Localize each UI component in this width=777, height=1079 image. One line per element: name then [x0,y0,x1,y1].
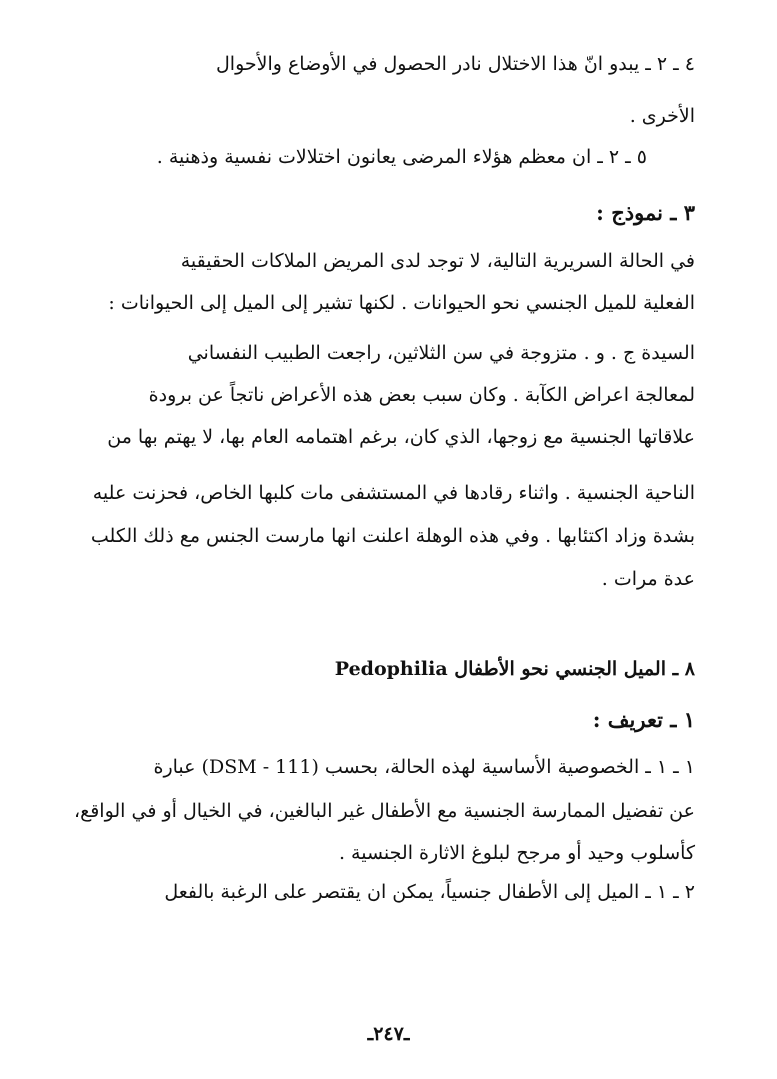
paragraph-line: بشدة وزاد اكتئابها . وفي هذه الوهلة اعلنت انها مارست الجنس مع ذلك الكلب [90,525,695,547]
paragraph-line: الناحية الجنسية . واثناء رقادها في المستشفى مات كلبها الخاص، فحزنت عليه [92,482,695,504]
paragraph-line: ١ ـ ١ ـ الخصوصية الأساسية لهذه الحالة، بحسب (DSM - 111) عبارة [153,756,695,778]
text-line-4-2-cont: الأخرى . [629,105,695,127]
paragraph-line: عدة مرات . [601,568,695,590]
paragraph-line: في الحالة السريرية التالية، لا توجد لدى المريض الملاكات الحقيقية [180,250,695,272]
subheading-definition: ١ ـ تعريف : [592,707,695,732]
paragraph-line: علاقاتها الجنسية مع زوجها، الذي كان، برغم اهتمامه العام بها، لا يهتم بها من [107,426,695,448]
paragraph-line: الفعلية للميل الجنسي نحو الحيوانات . لكنها تشير إلى الميل إلى الحيوانات : [108,292,695,314]
paragraph-line: كأسلوب وحيد أو مرجح لبلوغ الاثارة الجنسية . [338,842,695,864]
paragraph-line: السيدة ج . و . متزوجة في سن الثلاثين، راجعت الطبيب النفساني [187,342,695,364]
paragraph-line: لمعالجة اعراض الكآبة . وكان سبب بعض هذه الأعراض ناتجاً عن برودة [148,384,695,406]
paragraph-line: ٢ ـ ١ ـ الميل إلى الأطفال جنسياً، يمكن ان يقتصر على الرغبة بالفعل [164,881,695,903]
page-number: ـ٢٤٧ـ [367,1023,410,1045]
text-line-5-2: ٥ ـ ٢ ـ ان معظم هؤلاء المرضى يعانون اختلالات نفسية وذهنية . [156,146,647,168]
section-heading-pedophilia: ٨ ـ الميل الجنسي نحو الأطفال Pedophilia [334,658,695,680]
section-heading-example: ٣ ـ نموذج : [596,200,695,225]
paragraph-line: عن تفضيل الممارسة الجنسية مع الأطفال غير البالغين، في الخيال أو في الواقع، [73,800,695,822]
text-line-4-2: ٤ ـ ٢ ـ يبدو انّ هذا الاختلال نادر الحصول في الأوضاع والأحوال [215,53,695,75]
